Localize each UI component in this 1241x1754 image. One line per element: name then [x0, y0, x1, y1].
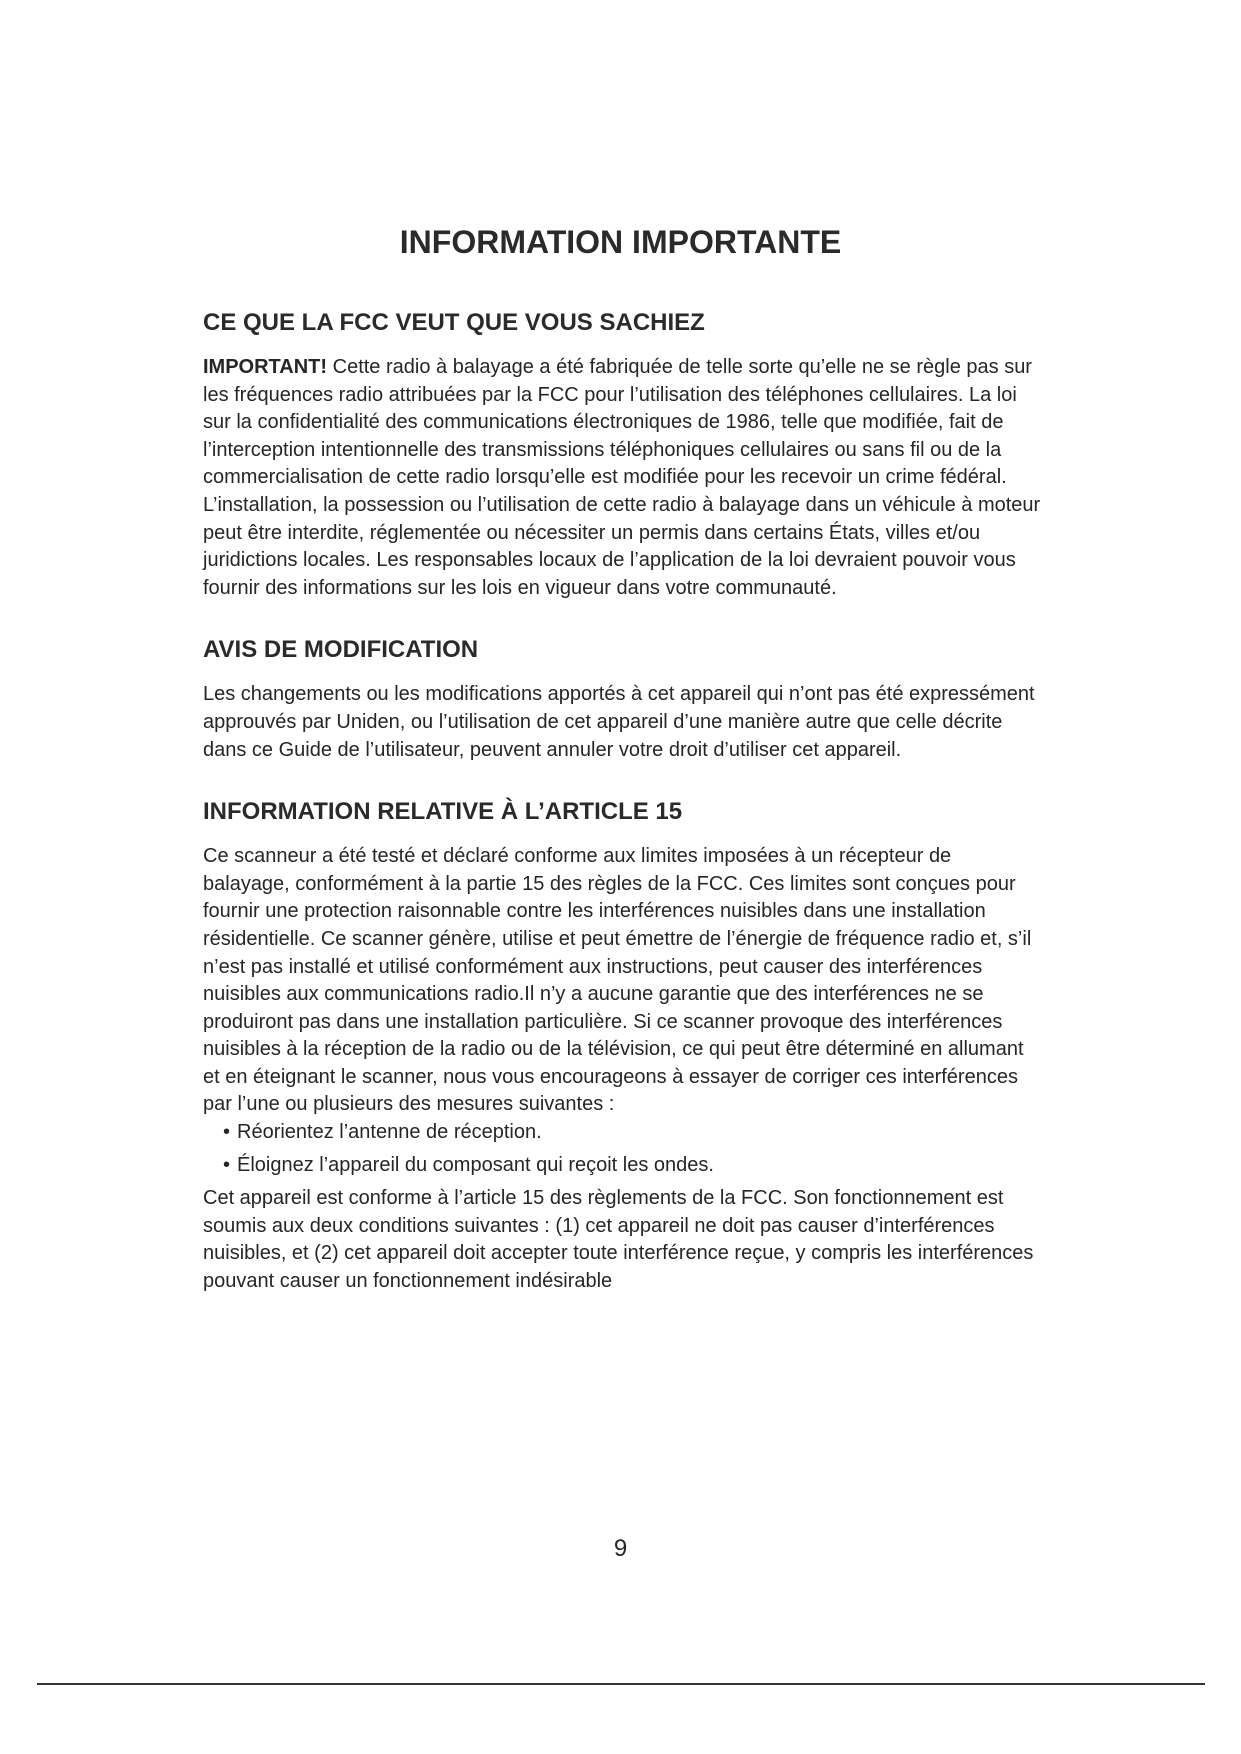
paragraph-text: Cette radio à balayage a été fabriquée de telle sorte qu’elle ne se règle pas sur les fréquences radio attribuées par la FCC pour l’utilisation des téléphones cellulaires. La loi sur la confidentialité des communications électroniques de 1986, telle que modifiée, fait de l’interception intentionnelle des transmissions téléphoniques cellulaires ou sans fil ou de la commercialisation de cette radio lorsqu’elle est modifiée pour les recevoir un crime fédéral. L’installation, la possession ou l’utilisation de cette radio à balayage dans un véhicule à moteur peut être interdite, réglementée ou nécessiter un permis dans certains États, villes et/ou juridictions locales. Les responsables locaux de l’application de la loi devraient pouvoir vous fournir des informations sur les lois en vigueur dans votre communauté.	[203, 356, 1041, 599]
closing-paragraph: Cet appareil est conforme à l’article 15 des règlements de la FCC. Son fonctionnement est soumis aux deux conditions suivantes : (1) cet appareil ne doit pas causer d’interférences nuisibles, et (2) cet appareil doit accepter toute interférence reçue, y compris les interférences pouvant causer un fonctionnement indésirable	[203, 1187, 1034, 1293]
section-paragraph: Les changements ou les modifications apportés à cet appareil qui n’ont pas été expressément approuvés par Uniden, ou l’utilisation de cet appareil d’une manière autre que celle décrite dans ce Guide de l’utilisateur, peuvent annuler votre droit d’utiliser cet appareil.	[203, 683, 1035, 761]
section-fcc-notice	[203, 306, 1043, 602]
bullet-icon: •	[223, 1153, 231, 1176]
section-paragraph	[203, 354, 1043, 602]
measures-list	[203, 1119, 1043, 1179]
important-lead: IMPORTANT!	[203, 356, 328, 378]
bullet-icon: •	[223, 1121, 231, 1144]
list-item: • Réorientez l’antenne de réception.	[223, 1119, 1043, 1147]
section-modification-notice	[203, 633, 1043, 764]
page-title: INFORMATION IMPORTANTE	[399, 224, 842, 260]
page-number: 9	[613, 1535, 628, 1562]
section-paragraph: Ce scanneur a été testé et déclaré conforme aux limites imposées à un récepteur de balayage, conformément à la partie 15 des règles de la FCC. Ces limites sont conçues pour fournir une protection raisonnable contre les interférences nuisibles dans une installation résidentielle. Ce scanner génère, utilise et peut émettre de l’énergie de fréquence radio et, s’il n’est pas installé et utilisé conformément aux instructions, peut causer des interférences nuisibles aux communications radio.Il n’y a aucune garantie que des interférences ne se produiront pas dans une installation particulière. Si ce scanner provoque des interférences nuisibles à la réception de la radio ou de la télévision, ce qui peut être déterminé en allumant et en éteignant le scanner, nous vous encourageons à essayer de corriger ces interférences par l’une ou plusieurs des mesures suivantes :	[203, 845, 1032, 1116]
section-heading: CE QUE LA FCC VEUT QUE VOUS SACHIEZ	[203, 309, 705, 336]
list-item: • Éloignez l’appareil du composant qui reçoit les ondes.	[223, 1152, 1043, 1180]
section-article-15	[203, 795, 1043, 1296]
footer-divider	[37, 1683, 1205, 1685]
document-body	[203, 306, 1043, 1327]
section-heading: INFORMATION RELATIVE À L’ARTICLE 15	[203, 798, 683, 826]
section-heading: AVIS DE MODIFICATION	[203, 636, 479, 664]
